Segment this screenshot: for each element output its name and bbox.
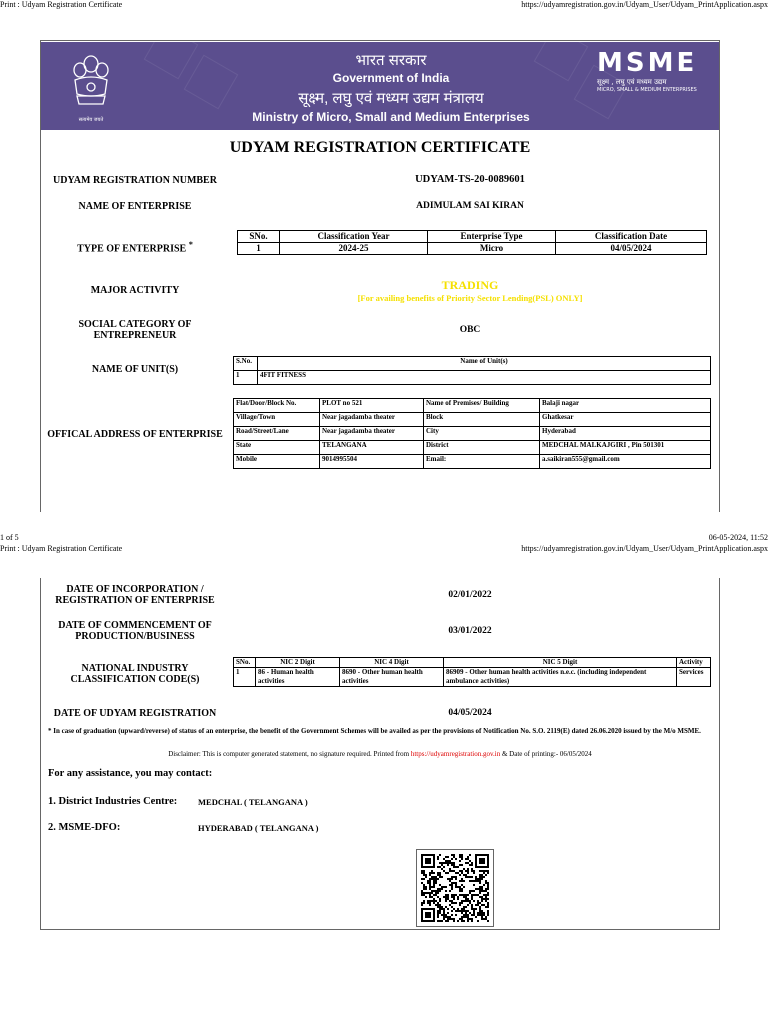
- address-table: [233, 398, 711, 469]
- address-cell: Name of Premises/ Building: [424, 399, 540, 413]
- table-row: [234, 441, 711, 455]
- major-activity-value: TRADING: [441, 278, 499, 292]
- social-category-label: SOCIAL CATEGORY OF ENTREPRENEUR: [78, 319, 192, 341]
- national-emblem-icon: सत्यमेव जयते: [67, 50, 115, 122]
- enterprise-type-label: TYPE OF ENTERPRISE *: [77, 240, 193, 255]
- social-category-value: OBC: [459, 325, 481, 335]
- reg-number-label: UDYAM REGISTRATION NUMBER: [53, 175, 217, 186]
- page-number: 1 of 5: [0, 533, 19, 542]
- msme-logo: MSME सूक्ष्म , लघु एवं मध्यम उद्यम MICRO, SMALL & MEDIUM ENTERPRISES: [597, 48, 698, 93]
- address-cell: Near jagadamba theater: [320, 413, 424, 427]
- incorporation-label: DATE OF INCORPORATION / REGISTRATION OF ENTERPRISE: [55, 584, 215, 606]
- address-cell: Near jagadamba theater: [320, 427, 424, 441]
- table-row: 1 2024-25 Micro 04/05/2024: [238, 243, 707, 255]
- reg-number-value: UDYAM-TS-20-0089601: [415, 174, 525, 185]
- udyam-date-label: DATE OF UDYAM REGISTRATION: [53, 708, 217, 719]
- disclaimer-link[interactable]: https://udyamregistration.gov.in: [410, 750, 501, 758]
- address-cell: Balaji nagar: [540, 399, 711, 413]
- address-cell: Hyderabad: [540, 427, 711, 441]
- address-cell: PLOT no 521: [320, 399, 424, 413]
- table-header-row: SNo. NIC 2 Digit NIC 4 Digit NIC 5 Digit Activity: [234, 658, 711, 668]
- activity-note: [For availing benefits of Priority Sector Lending(PSL) ONLY]: [357, 293, 583, 303]
- nic-label: NATIONAL INDUSTRY CLASSIFICATION CODE(S): [70, 663, 200, 685]
- qr-code-icon: [421, 854, 489, 922]
- official-address-label: OFFICAL ADDRESS OF ENTERPRISE: [47, 429, 223, 440]
- address-cell: a.saikiran555@gmail.com: [540, 455, 711, 469]
- graduation-footnote: * In case of graduation (upward/reverse) of status of an enterprise, the benefit of the Government Schemes will be availed as per the provisions of Notification No. S.O. 2119(E) dated 26.06.2020 issued by the M/o MSME.: [48, 727, 701, 735]
- banner-hindi-government: भारत सरकार: [355, 52, 427, 69]
- address-cell: Village/Town: [234, 413, 320, 427]
- print-url-page-2: https://udyamregistration.gov.in/Udyam_User/Udyam_PrintApplication.aspx: [521, 544, 768, 553]
- dic-label: 1. District Industries Centre:: [48, 796, 178, 807]
- nic-table: [233, 657, 711, 687]
- address-cell: Email:: [424, 455, 540, 469]
- address-cell: Block: [424, 413, 540, 427]
- certificate-heading: UDYAM REGISTRATION CERTIFICATE: [229, 139, 531, 156]
- address-cell: City: [424, 427, 540, 441]
- table-row: [234, 399, 711, 413]
- address-cell: Road/Street/Lane: [234, 427, 320, 441]
- msme-dfo-label: 2. MSME-DFO:: [48, 822, 121, 833]
- print-title-page-2: Print : Udyam Registration Certificate: [0, 544, 123, 553]
- address-cell: 9014995504: [320, 455, 424, 469]
- address-cell: TELANGANA: [320, 441, 424, 455]
- commencement-date: 03/01/2022: [448, 626, 492, 636]
- banner-government: Government of India: [332, 71, 450, 85]
- enterprise-name-value: ADIMULAM SAI KIRAN: [416, 201, 524, 211]
- udyam-date-value: 04/05/2024: [448, 708, 492, 718]
- assistance-heading: For any assistance, you may contact:: [48, 768, 213, 779]
- address-cell: State: [234, 441, 320, 455]
- table-row: 1 86 - Human health activities 8690 - Other human health activities 86909 - Other human health activities n.e.c. (including independent ambulance activities) Services: [234, 668, 711, 687]
- address-cell: District: [424, 441, 540, 455]
- table-row: [234, 455, 711, 469]
- table-header-row: SNo. Classification Year Enterprise Type Classification Date: [238, 231, 707, 243]
- address-cell: Flat/Door/Block No.: [234, 399, 320, 413]
- address-cell: Ghatkesar: [540, 413, 711, 427]
- government-banner: [41, 42, 719, 130]
- commencement-label: DATE OF COMMENCEMENT OF PRODUCTION/BUSINESS: [58, 620, 212, 642]
- table-row: 1 4FIT FITNESS: [234, 371, 711, 385]
- print-title: Print : Udyam Registration Certificate: [0, 0, 123, 9]
- disclaimer: Disclaimer: This is computer generated statement, no signature required. Printed from https://udyamregistration.gov.in & Date of printing:- 06/05/2024: [168, 750, 592, 758]
- major-activity-label: MAJOR ACTIVITY: [90, 285, 180, 296]
- table-row: [234, 413, 711, 427]
- msme-dfo-value: HYDERABAD ( TELANGANA ): [198, 823, 319, 833]
- table-header-row: S.No. Name of Unit(s): [234, 357, 711, 371]
- banner-ministry: Ministry of Micro, Small and Medium Enterprises: [252, 110, 530, 124]
- enterprise-name-label: NAME OF ENTERPRISE: [78, 201, 192, 212]
- incorporation-date: 02/01/2022: [448, 590, 492, 600]
- table-row: [234, 427, 711, 441]
- classification-table: [237, 230, 707, 255]
- dic-value: MEDCHAL ( TELANGANA ): [198, 797, 308, 807]
- print-datetime: 06-05-2024, 11:52: [708, 533, 768, 542]
- address-cell: MEDCHAL MALKAJGIRI , Pin 501301: [540, 441, 711, 455]
- banner-hindi-ministry: सूक्ष्म, लघु एवं मध्यम उद्यम मंत्रालय: [298, 90, 484, 107]
- qr-code: [416, 849, 494, 927]
- unit-names-label: NAME OF UNIT(S): [91, 364, 179, 375]
- print-url: https://udyamregistration.gov.in/Udyam_User/Udyam_PrintApplication.aspx: [521, 0, 768, 9]
- address-cell: Mobile: [234, 455, 320, 469]
- units-table: [233, 356, 711, 385]
